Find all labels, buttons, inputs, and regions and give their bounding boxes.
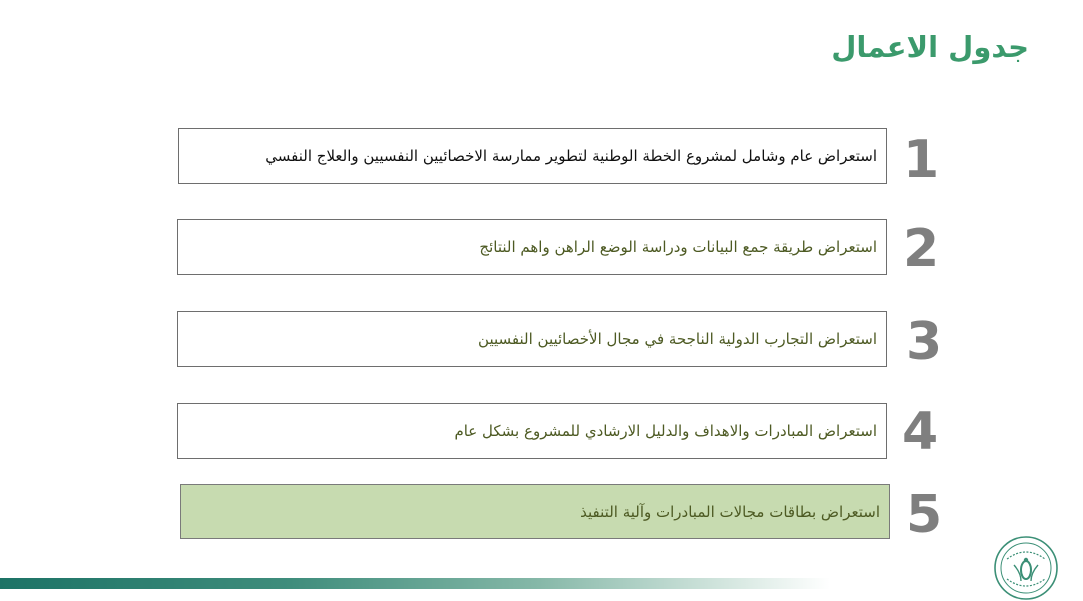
agenda-number-2: 2 <box>903 219 940 279</box>
agenda-item-4-text: استعراض المبادرات والاهداف والدليل الارشادي للمشروع بشكل عام <box>454 422 877 440</box>
agenda-item-5-text: استعراض بطاقات مجالات المبادرات وآلية التنفيذ <box>580 502 880 521</box>
organization-seal-icon <box>993 535 1059 601</box>
agenda-number-4: 4 <box>902 402 939 462</box>
agenda-number-5: 5 <box>906 485 943 545</box>
agenda-item-3-text: استعراض التجارب الدولية الناجحة في مجال الأخصائيين النفسيين <box>478 330 877 348</box>
agenda-item-1 <box>178 128 887 184</box>
agenda-number-1: 1 <box>903 130 940 190</box>
agenda-item-4 <box>177 403 887 459</box>
footer-gradient-bar <box>0 578 830 589</box>
agenda-item-1-text: استعراض عام وشامل لمشروع الخطة الوطنية لتطوير ممارسة الاخصائيين النفسيين والعلاج النفسي <box>265 146 877 165</box>
agenda-item-3 <box>177 311 887 367</box>
agenda-item-2-text: استعراض طريقة جمع البيانات ودراسة الوضع الراهن واهم النتائج <box>479 238 877 256</box>
agenda-item-5 <box>180 484 890 539</box>
slide-title: جدول الاعمال <box>831 30 1029 64</box>
agenda-item-2 <box>177 219 887 275</box>
agenda-number-3: 3 <box>906 312 943 372</box>
